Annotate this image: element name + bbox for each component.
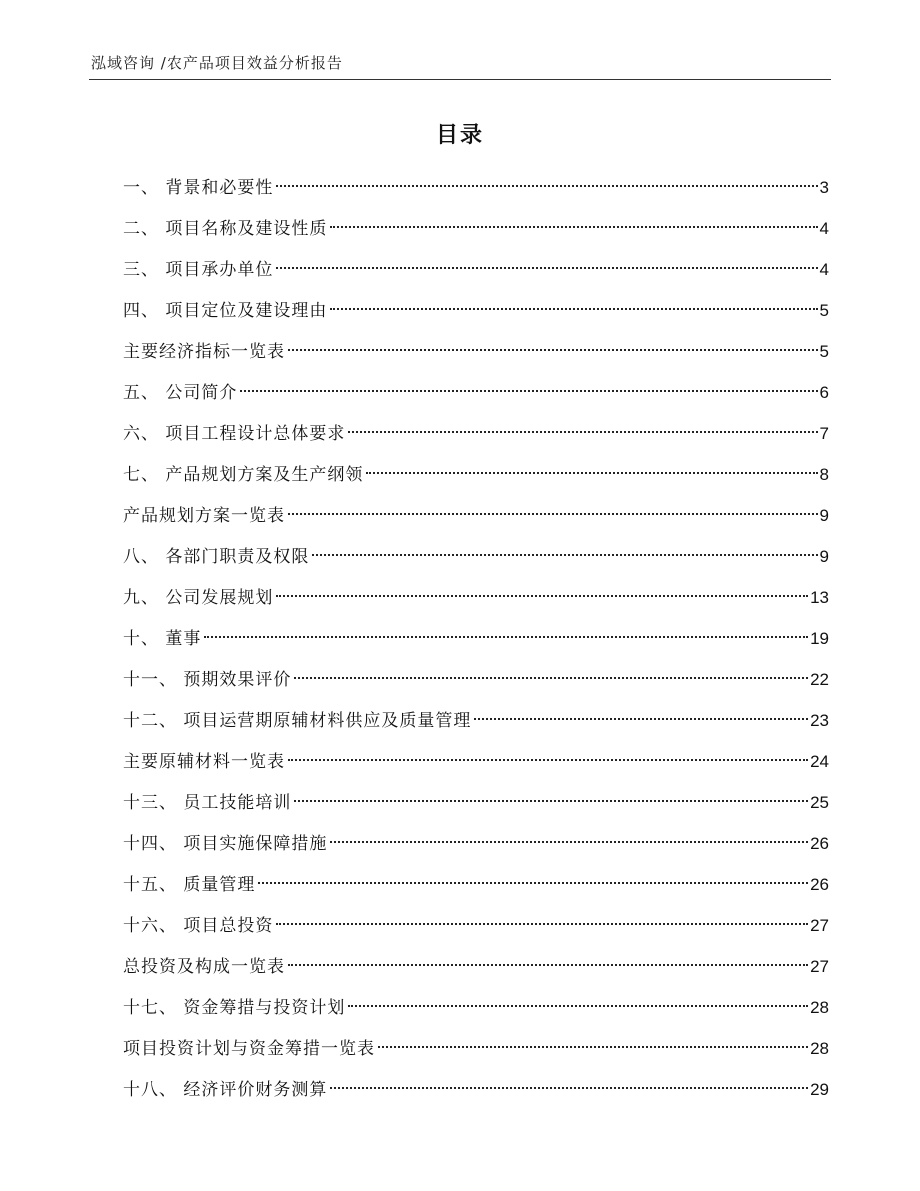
toc-entry-label: 总投资及构成一览表 xyxy=(123,957,285,977)
toc-entry[interactable] xyxy=(123,618,829,659)
toc-entry-page-number: 7 xyxy=(819,424,829,443)
toc-entry[interactable] xyxy=(123,536,829,577)
toc-entry-label: 项目投资计划与资金筹措一览表 xyxy=(123,1039,375,1059)
toc-entry[interactable] xyxy=(123,782,829,823)
toc-dot-leader xyxy=(288,759,808,761)
toc-entry[interactable] xyxy=(123,290,829,331)
toc-entry-page-number: 28 xyxy=(810,1039,829,1058)
toc-entry[interactable] xyxy=(123,864,829,905)
toc-entry[interactable] xyxy=(123,167,829,208)
toc-dot-leader xyxy=(330,308,817,310)
toc-dot-leader xyxy=(276,185,817,187)
toc-dot-leader xyxy=(240,390,817,392)
toc-entry[interactable] xyxy=(123,454,829,495)
toc-entry[interactable] xyxy=(123,987,829,1028)
toc-dot-leader xyxy=(276,595,808,597)
toc-dot-leader xyxy=(276,267,817,269)
toc-entry-label: 十五、 质量管理 xyxy=(123,875,256,895)
toc-entry[interactable] xyxy=(123,577,829,618)
toc-entry[interactable] xyxy=(123,659,829,700)
toc-entry-label: 四、 项目定位及建设理由 xyxy=(123,301,328,321)
toc-entry-page-number: 6 xyxy=(819,383,829,402)
toc-dot-leader xyxy=(294,800,808,802)
toc-entry-page-number: 3 xyxy=(819,178,829,197)
toc-entry-label: 产品规划方案一览表 xyxy=(123,506,285,526)
toc-entry[interactable] xyxy=(123,700,829,741)
toc-dot-leader xyxy=(330,1087,808,1089)
toc-entry-page-number: 4 xyxy=(819,260,829,279)
toc-dot-leader xyxy=(348,431,817,433)
toc-dot-leader xyxy=(294,677,808,679)
toc-entry[interactable] xyxy=(123,1069,829,1110)
toc-entry-page-number: 4 xyxy=(819,219,829,238)
toc-entry[interactable] xyxy=(123,1028,829,1069)
toc-dot-leader xyxy=(312,554,817,556)
toc-entry[interactable] xyxy=(123,823,829,864)
toc-entry-page-number: 8 xyxy=(819,465,829,484)
toc-dot-leader xyxy=(204,636,808,638)
toc-entry-page-number: 5 xyxy=(819,301,829,320)
toc-entry-label: 七、 产品规划方案及生产纲领 xyxy=(123,465,364,485)
toc-dot-leader xyxy=(378,1046,808,1048)
toc-dot-leader xyxy=(288,349,818,351)
toc-dot-leader xyxy=(276,923,808,925)
toc-entry-label: 主要经济指标一览表 xyxy=(123,342,285,362)
toc-entry-page-number: 23 xyxy=(810,711,829,730)
toc-entry[interactable] xyxy=(123,741,829,782)
toc-dot-leader xyxy=(348,1005,808,1007)
toc-dot-leader xyxy=(288,964,808,966)
toc-entry-label: 一、 背景和必要性 xyxy=(123,178,274,198)
toc-entry-label: 九、 公司发展规划 xyxy=(123,588,274,608)
toc-entry[interactable] xyxy=(123,905,829,946)
running-header: 泓域咨询 /农产品项目效益分析报告 xyxy=(91,54,343,72)
toc-dot-leader xyxy=(474,718,808,720)
toc-entry[interactable] xyxy=(123,208,829,249)
toc-entry-page-number: 13 xyxy=(810,588,829,607)
toc-entry-label: 十二、 项目运营期原辅材料供应及质量管理 xyxy=(123,711,472,731)
toc-entry-label: 主要原辅材料一览表 xyxy=(123,752,285,772)
toc-entry-page-number: 5 xyxy=(819,342,829,361)
toc-entry-label: 十四、 项目实施保障措施 xyxy=(123,834,328,854)
toc-entry[interactable] xyxy=(123,331,829,372)
table-of-contents xyxy=(123,167,829,1110)
toc-entry-page-number: 29 xyxy=(810,1080,829,1099)
toc-dot-leader xyxy=(330,226,817,228)
toc-entry[interactable] xyxy=(123,495,829,536)
toc-entry-label: 十七、 资金筹措与投资计划 xyxy=(123,998,346,1018)
toc-entry-page-number: 22 xyxy=(810,670,829,689)
toc-entry-page-number: 19 xyxy=(810,629,829,648)
toc-entry-label: 十六、 项目总投资 xyxy=(123,916,274,936)
toc-dot-leader xyxy=(258,882,808,884)
header-divider xyxy=(89,79,831,80)
toc-dot-leader xyxy=(288,513,818,515)
toc-entry-page-number: 25 xyxy=(810,793,829,812)
toc-entry-page-number: 27 xyxy=(810,957,829,976)
toc-entry-label: 五、 公司简介 xyxy=(123,383,238,403)
toc-dot-leader xyxy=(330,841,808,843)
toc-entry[interactable] xyxy=(123,249,829,290)
toc-entry-label: 十、 董事 xyxy=(123,629,202,649)
toc-dot-leader xyxy=(366,472,817,474)
toc-entry-page-number: 24 xyxy=(810,752,829,771)
toc-entry-label: 八、 各部门职责及权限 xyxy=(123,547,310,567)
toc-entry-label: 六、 项目工程设计总体要求 xyxy=(123,424,346,444)
toc-entry-page-number: 26 xyxy=(810,834,829,853)
toc-entry-label: 三、 项目承办单位 xyxy=(123,260,274,280)
toc-entry[interactable] xyxy=(123,372,829,413)
toc-entry-page-number: 28 xyxy=(810,998,829,1017)
toc-entry-label: 十三、 员工技能培训 xyxy=(123,793,292,813)
toc-title: 目录 xyxy=(435,123,484,148)
toc-entry-page-number: 9 xyxy=(819,547,829,566)
toc-entry-label: 十八、 经济评价财务测算 xyxy=(123,1080,328,1100)
toc-entry-page-number: 26 xyxy=(810,875,829,894)
toc-entry-label: 十一、 预期效果评价 xyxy=(123,670,292,690)
toc-entry-page-number: 27 xyxy=(810,916,829,935)
toc-entry-page-number: 9 xyxy=(819,506,829,525)
toc-entry-label: 二、 项目名称及建设性质 xyxy=(123,219,328,239)
toc-entry[interactable] xyxy=(123,413,829,454)
toc-entry[interactable] xyxy=(123,946,829,987)
